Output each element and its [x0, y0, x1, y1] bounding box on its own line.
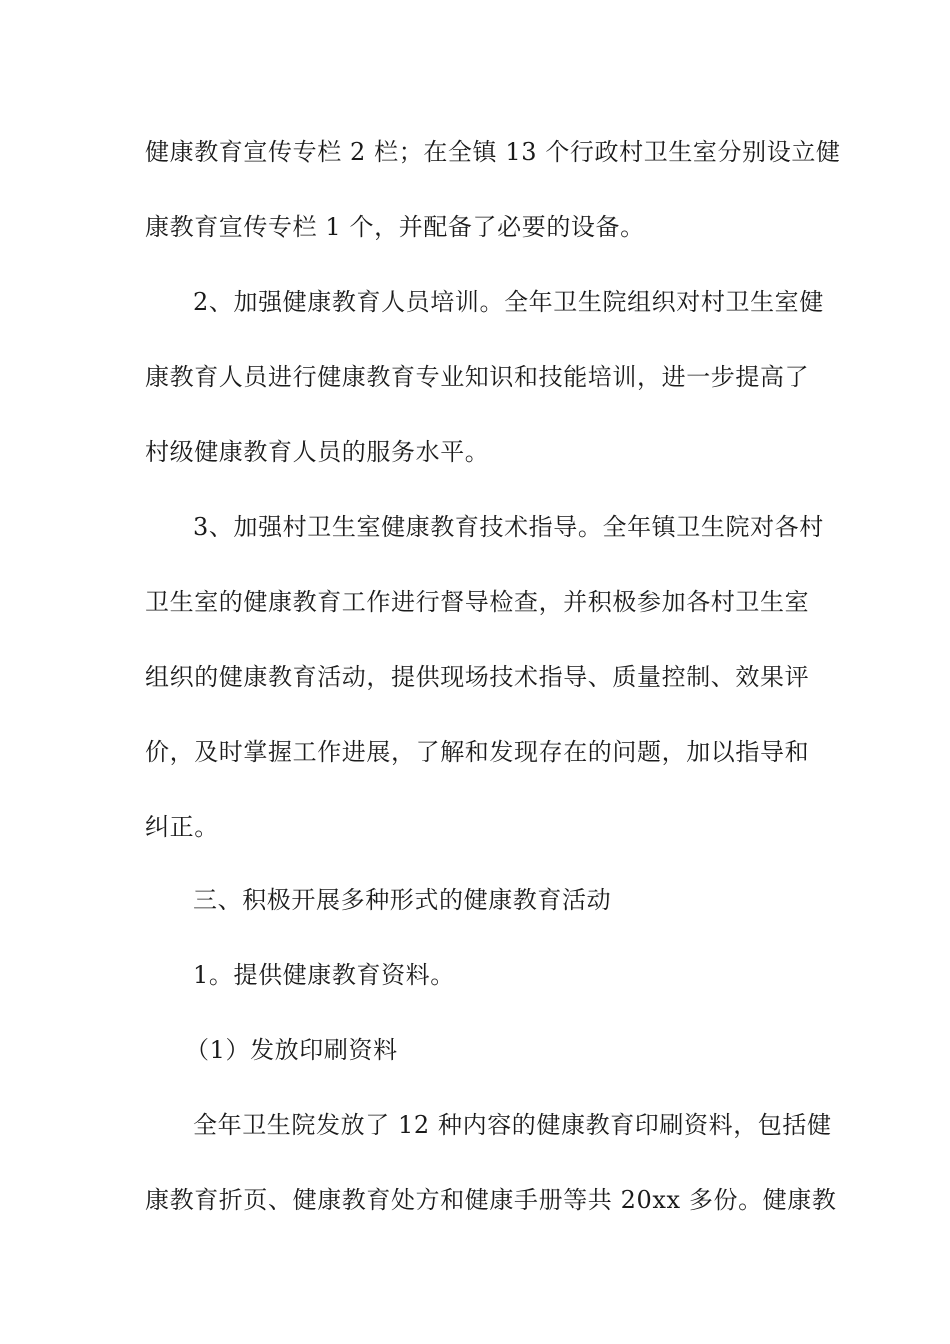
- paragraph-line: 康教育折页、健康教育处方和健康手册等共 20xx 多份。健康教: [145, 1186, 837, 1214]
- paragraph-line: 纠正。: [145, 813, 219, 841]
- paragraph-line: 健康教育宣传专栏 2 栏；在全镇 13 个行政村卫生室分别设立健: [145, 138, 841, 166]
- subsubsection-heading: （1）发放印刷资料: [185, 1036, 398, 1064]
- paragraph-line: 价，及时掌握工作进展，了解和发现存在的问题，加以指导和: [145, 738, 810, 766]
- paragraph-line: 3、加强村卫生室健康教育技术指导。全年镇卫生院对各村: [193, 513, 824, 541]
- paragraph-line: 2、加强健康教育人员培训。全年卫生院组织对村卫生室健: [193, 288, 824, 316]
- paragraph-line: 康教育人员进行健康教育专业知识和技能培训，进一步提高了: [145, 363, 810, 391]
- subsection-heading: 1。提供健康教育资料。: [193, 961, 455, 989]
- paragraph-line: 卫生室的健康教育工作进行督导检查，并积极参加各村卫生室: [145, 588, 810, 616]
- paragraph-line: 全年卫生院发放了 12 种内容的健康教育印刷资料，包括健: [193, 1111, 832, 1139]
- paragraph-line: 康教育宣传专栏 1 个，并配备了必要的设备。: [145, 213, 645, 241]
- paragraph-line: 村级健康教育人员的服务水平。: [145, 438, 490, 466]
- paragraph-line: 组织的健康教育活动，提供现场技术指导、质量控制、效果评: [145, 663, 810, 691]
- section-heading: 三、积极开展多种形式的健康教育活动: [193, 886, 612, 914]
